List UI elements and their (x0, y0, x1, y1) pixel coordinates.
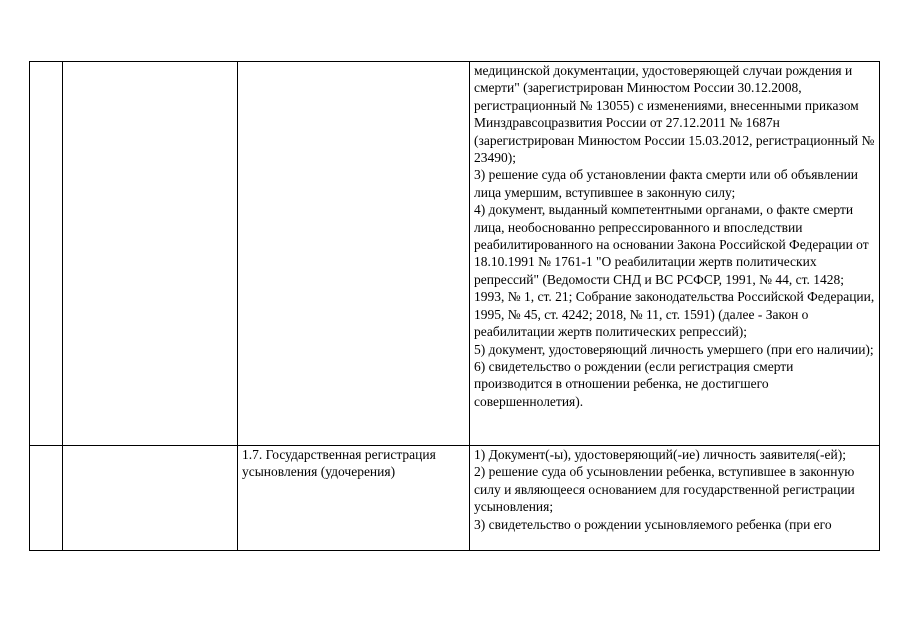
row1-service-cell (238, 62, 470, 446)
row2-number-cell (30, 446, 63, 551)
document-table (29, 61, 880, 551)
row1-number-cell (30, 62, 63, 446)
table-row (30, 446, 880, 551)
row1-documents-cell: медицинской документации, удостоверяющей случаи рождения и смерти" (зарегистрирован Минюстом России 30.12.2008, регистрационный № 13055) с изменениями, внесенными приказом Минздравсоцразвития России от 27.12.2011 № 1687н (зарегистрирован Минюстом России 15.03.2012, регистрационный № 23490); 3) решение суда об установлении факта смерти или об объявлении лица умершим, вступившее в законную силу; 4) документ, выданный компетентными органами, о факте смерти лица, необоснованно репрессированного и впоследствии реабилитированного на основании Закона Российской Федерации от 18.10.1991 № 1761-1 "О реабилитации жертв политических репрессий" (Ведомости СНД и ВС РСФСР, 1991, № 44, ст. 1428; 1993, № 1, ст. 21; Собрание законодательства Российской Федерации, 1995, № 45, ст. 4242; 2018, № 11, ст. 1591) (далее - Закон о реабилитации жертв политических репрессий); 5) документ, удостоверяющий личность умершего (при его наличии); 6) свидетельство о рождении (если регистрация смерти производится в отношении ребенка, не достигшего совершеннолетия). (470, 62, 880, 446)
table-row (30, 62, 880, 446)
row2-name-cell (63, 446, 238, 551)
row2-documents-cell: 1) Документ(-ы), удостоверяющий(-ие) личность заявителя(-ей); 2) решение суда об усыновлении ребенка, вступившее в законную силу и являющееся основанием для государственной регистрации усыновления; 3) свидетельство о рождении усыновляемого ребенка (при его (470, 446, 880, 551)
row1-name-cell (63, 62, 238, 446)
row2-service-cell: 1.7. Государственная регистрация усыновления (удочерения) (238, 446, 470, 551)
